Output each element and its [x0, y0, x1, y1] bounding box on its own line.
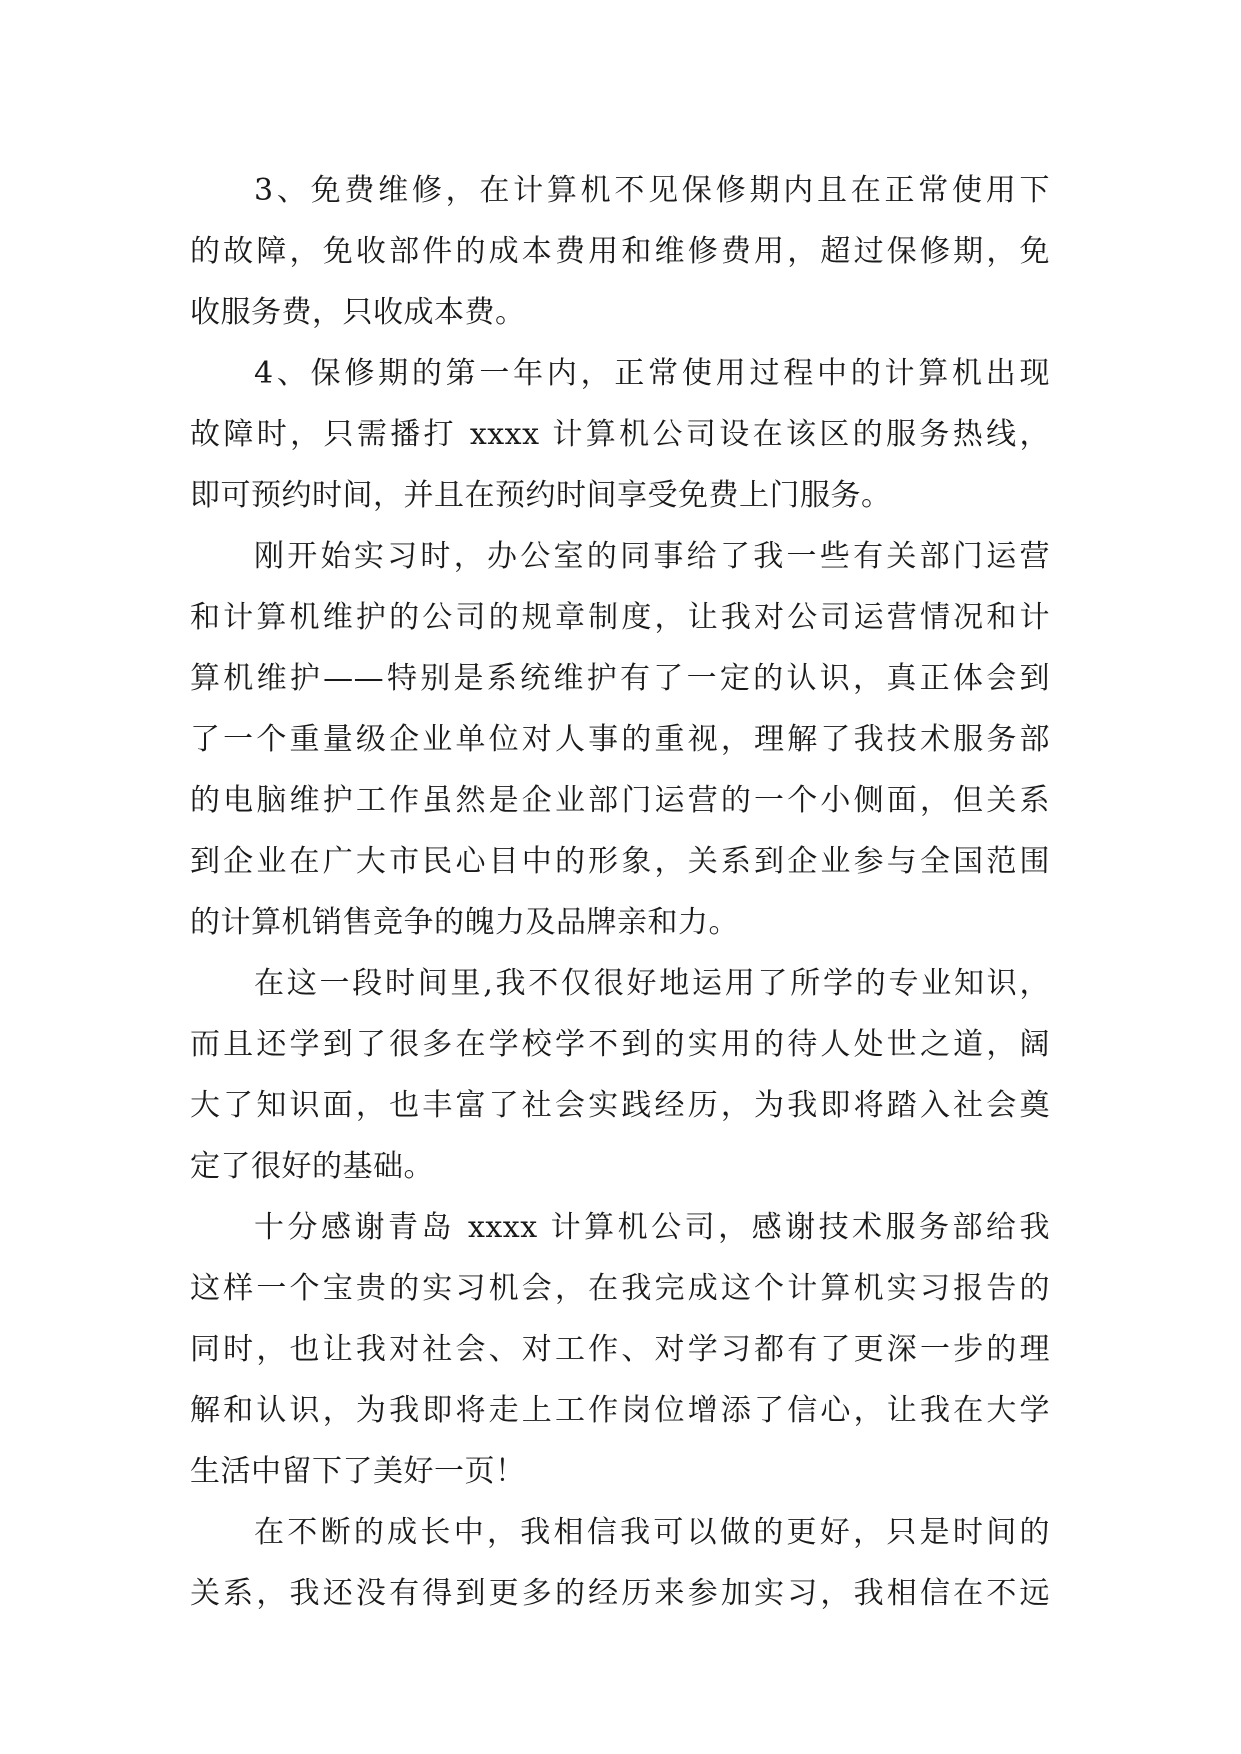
text-line: 收服务费，只收成本费。 — [190, 295, 526, 330]
text-line: 故障时，只需播打 xxxx 计算机公司设在该区的服务热线， — [190, 417, 1050, 452]
text-line: 的故障，免收部件的成本费用和维修费用，超过保修期，免 — [190, 234, 1050, 269]
text-line: 这样一个宝贵的实习机会，在我完成这个计算机实习报告的 — [190, 1271, 1050, 1306]
document-body — [190, 160, 1050, 1624]
text-line: 生活中留下了美好一页！ — [190, 1454, 526, 1489]
text-line: 在这一段时间里,我不仅很好地运用了所学的专业知识， — [254, 966, 1050, 1001]
text-line: 解和认识，为我即将走上工作岗位增添了信心，让我在大学 — [190, 1393, 1050, 1428]
text-line: 的计算机销售竞争的魄力及品牌亲和力。 — [190, 905, 739, 940]
text-line: 而且还学到了很多在学校学不到的实用的待人处世之道，阔 — [190, 1027, 1050, 1062]
text-line: 的电脑维护工作虽然是企业部门运营的一个小侧面，但关系 — [190, 783, 1050, 818]
text-line: 大了知识面，也丰富了社会实践经历，为我即将踏入社会奠 — [190, 1088, 1050, 1123]
text-line: 4、保修期的第一年内，正常使用过程中的计算机出现 — [254, 356, 1050, 391]
text-line: 十分感谢青岛 xxxx 计算机公司，感谢技术服务部给我 — [254, 1210, 1050, 1245]
text-line: 到企业在广大市民心目中的形象，关系到企业参与全国范围 — [190, 844, 1050, 879]
text-line: 定了很好的基础。 — [190, 1149, 434, 1184]
text-line: 3、免费维修，在计算机不见保修期内且在正常使用下 — [254, 173, 1050, 208]
text-line: 在不断的成长中，我相信我可以做的更好，只是时间的 — [254, 1515, 1050, 1550]
text-line: 和计算机维护的公司的规章制度，让我对公司运营情况和计 — [190, 600, 1050, 635]
text-line: 关系，我还没有得到更多的经历来参加实习，我相信在不远 — [190, 1576, 1050, 1611]
text-line: 刚开始实习时，办公室的同事给了我一些有关部门运营 — [254, 539, 1050, 574]
text-line: 同时，也让我对社会、对工作、对学习都有了更深一步的理 — [190, 1332, 1050, 1367]
text-line: 算机维护——特别是系统维护有了一定的认识，真正体会到 — [190, 661, 1050, 696]
text-line: 即可预约时间，并且在预约时间享受免费上门服务。 — [190, 478, 892, 513]
text-line: 了一个重量级企业单位对人事的重视，理解了我技术服务部 — [190, 722, 1050, 757]
